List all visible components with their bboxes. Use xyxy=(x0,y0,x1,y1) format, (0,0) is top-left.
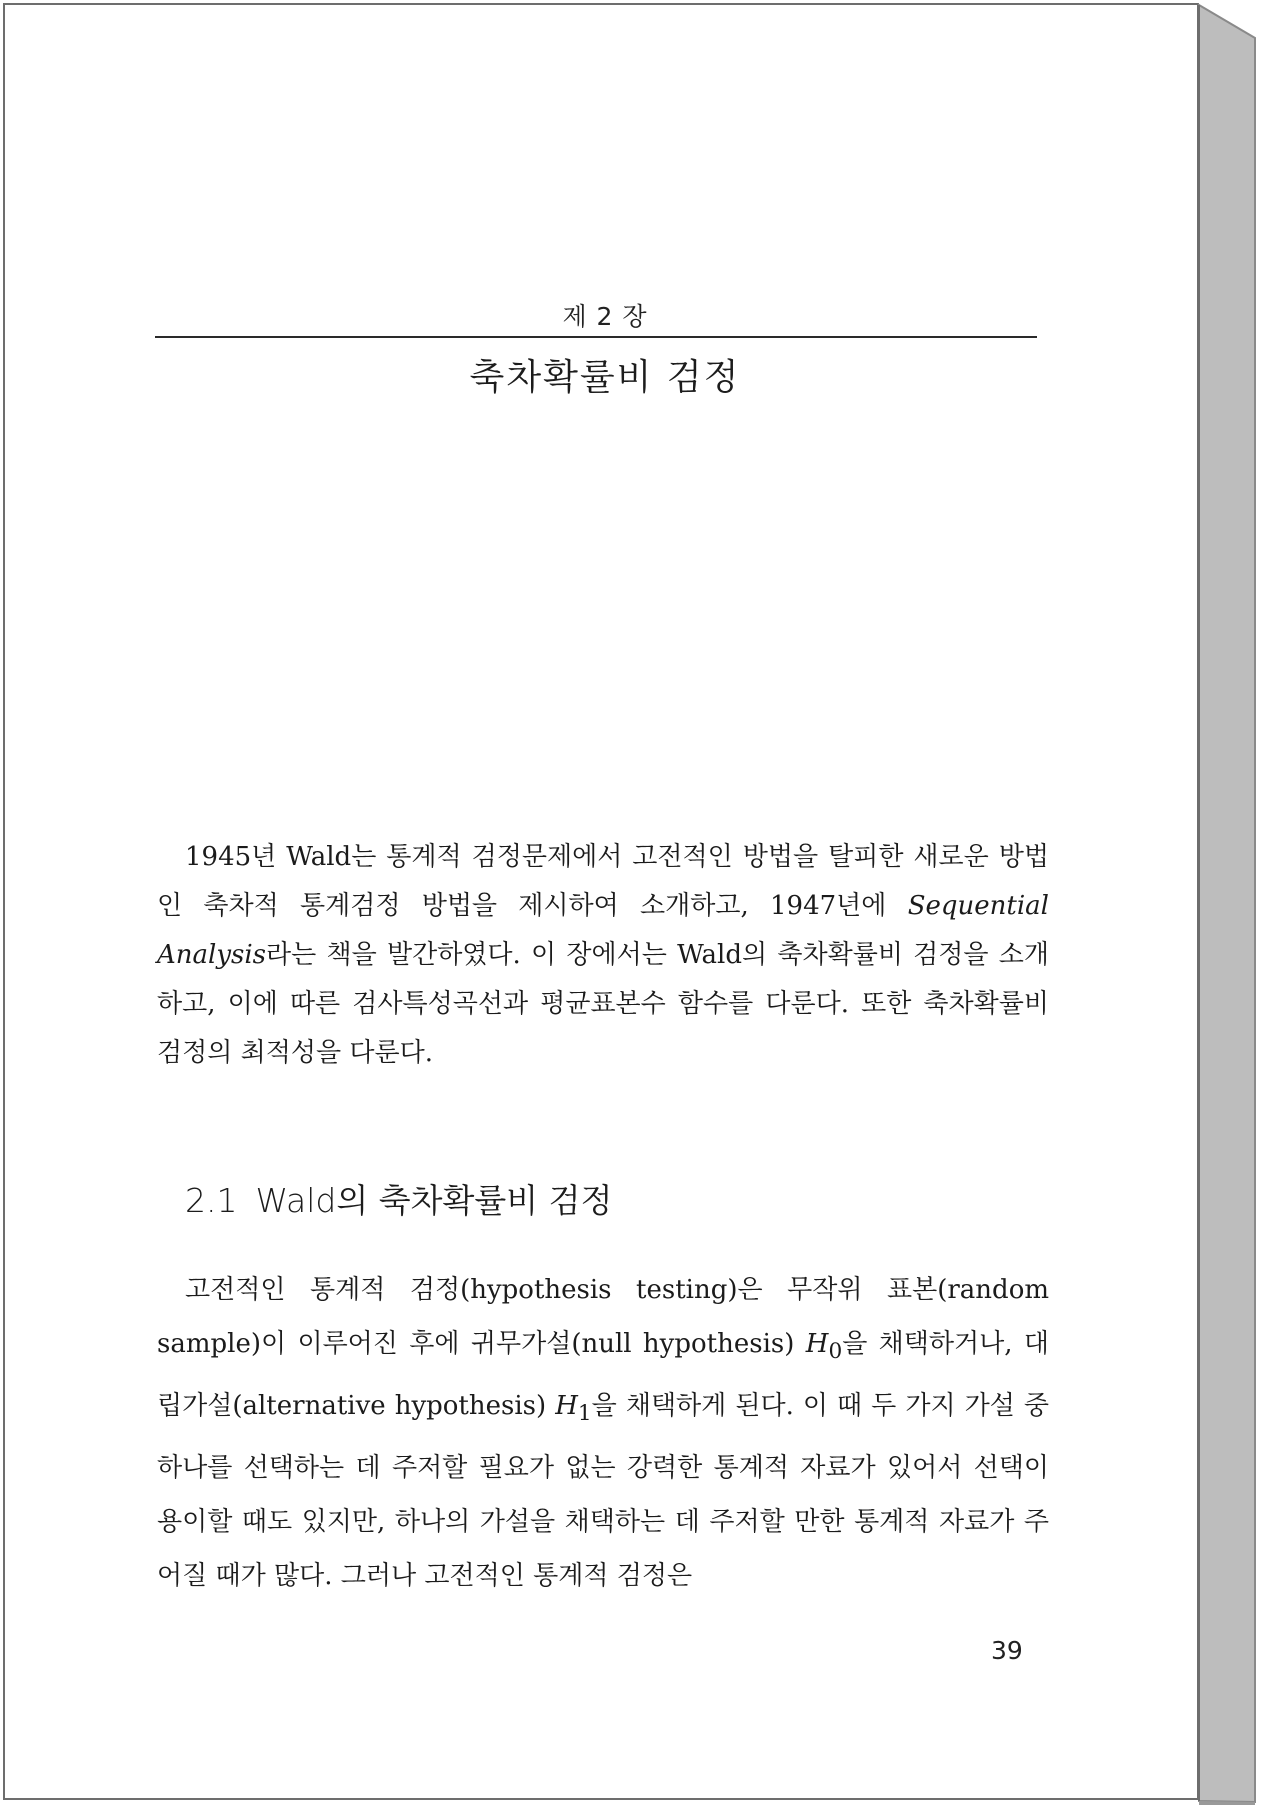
page-number: 39 xyxy=(991,1636,1023,1665)
section-text-1: 고전적인 통계적 검정(hypothesis testing)은 무작위 표본(random sample)이 이루어진 후에 귀무가설(null hypothesis) xyxy=(157,1275,1049,1359)
book-title: Sequential Analysis xyxy=(157,891,1049,970)
chapter-divider xyxy=(155,336,1037,338)
chapter-number: 제 2 장 xyxy=(562,302,648,331)
section-text-3: 을 채택하게 된다. 이 때 두 가지 가설 중 하나를 선택하는 데 주저할 필요가 없는 강력한 통계적 자료가 있어서 선택이 용이할 때도 있지만, 하나의 가설을 채택하는 데 주저할 만한 통계적 자료가 주어질 때가 많다. 그러나 고전적인 통계적 검정은 xyxy=(157,1391,1049,1592)
chapter-title: 축차확률비 검정 xyxy=(469,357,741,398)
section-title: Wald의 축차확률비 검정 xyxy=(255,1181,613,1220)
section-paragraph xyxy=(157,1263,1049,1603)
intro-paragraph xyxy=(157,833,1049,1078)
h0-symbol: H xyxy=(805,1329,829,1359)
section-heading xyxy=(185,1175,612,1222)
h0-subscript: 0 xyxy=(828,1339,843,1365)
intro-text-1: 1945년 Wald는 통계적 검정문제에서 고전적인 방법을 탈피한 새로운 방법인 축차적 통계검정 방법을 제시하여 소개하고, 1947년에 xyxy=(157,842,1049,921)
h1-subscript: 1 xyxy=(577,1401,592,1427)
section-number: 2.1 xyxy=(185,1181,238,1220)
h1-symbol: H xyxy=(555,1391,578,1422)
section-text-2: 을 채택하거나, 대립가설(alternative hypothesis) xyxy=(157,1329,1049,1422)
intro-text-2: 라는 책을 발간하였다. 이 장에서는 Wald의 축차확률비 검정을 소개하고, 이에 따른 검사특성곡선과 평균표본수 함수를 다룬다. 또한 축차확률비 검정의 최적성을 다룬다. xyxy=(157,940,1049,1068)
book-page xyxy=(3,3,1199,1800)
